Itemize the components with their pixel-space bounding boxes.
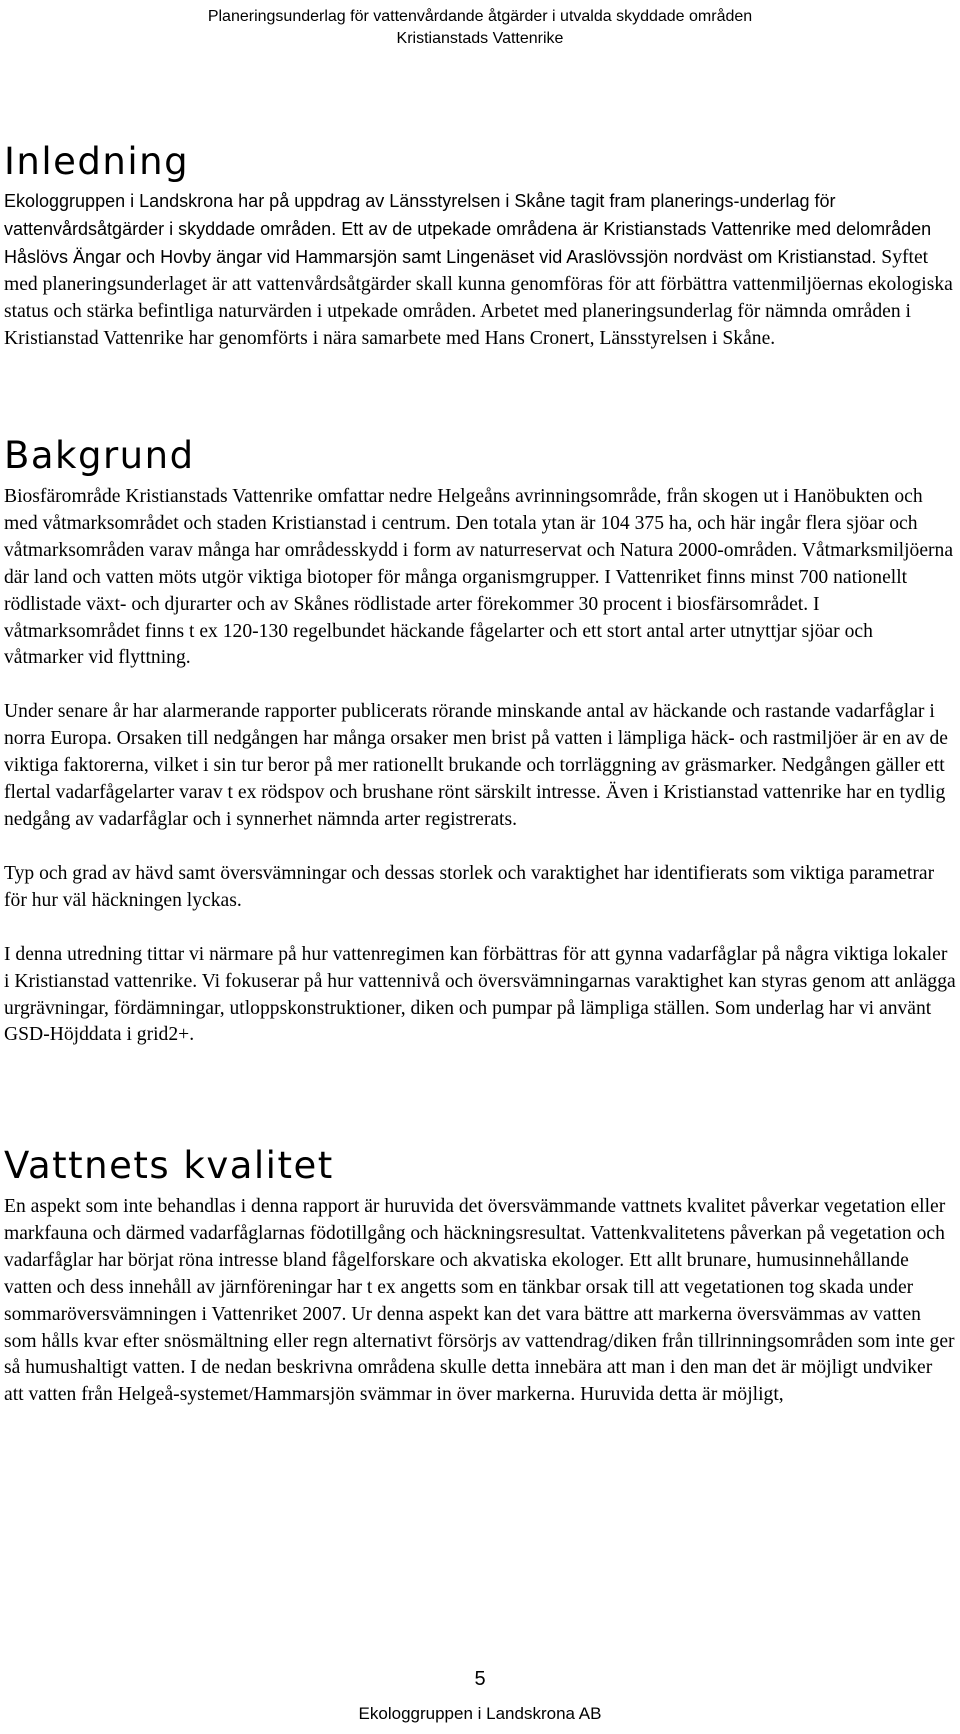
running-header: [0, 8, 960, 48]
paragraph-inledning: [4, 188, 956, 352]
section-bakgrund: [4, 434, 956, 1049]
heading-vattnets-kvalitet: Vattnets kvalitet: [4, 1144, 334, 1187]
section-inledning: [4, 140, 956, 352]
heading-inledning: Inledning: [4, 140, 190, 183]
paragraph-vattnets-kvalitet: En aspekt som inte behandlas i denna rapport är huruvida det översvämmande vattnets kvalitet påverkar vegetation eller markfauna och därmed vadarfåglarnas födotillgång och häckningsresultat. Vattenkvalitetens påverkan på vegetation och vadarfåglar har börjat röna intresse bland fågelforskare och akvatiska ekologer. Ett allt brunare, humusinnehållande vatten och dess innehåll av järnföreningar har t ex angetts som en tänkbar orsak till att vegetationen tog skada under sommaröversvämningen i Vattenriket 2007. Ur denna aspekt kan det vara bättre att markerna översvämmas av vatten som hålls kvar efter snösmältning eller regn alternativt försörjs av vattendrag/diken från tillrinningsområden som inte ger så humushaltigt vatten. I de nedan beskrivna områdena skulle detta innebära att man i den man det är möjligt undviker att vatten från Helgeå-systemet/Hammarsjön svämmar in över markerna. Huruvida detta är möjligt,: [4, 1196, 955, 1406]
paragraph-bakgrund-1: Biosfärområde Kristianstads Vattenrike omfattar nedre Helgeåns avrinningsområde, från skogen ut i Hanöbukten och med våtmarksområdet och staden Kristianstad i centrum. Den totala ytan är 104 375 ha, och här ingår flera sjöar och våtmarksområden varav många har områdesskydd i form av naturreservat och Natura 2000-områden. Våtmarksmiljöerna där land och vatten möts utgör viktiga biotoper för många organismgrupper. I Vattenriket finns minst 700 nationellt rödlistade växt- och djurarter och av Skånes rödlistade arter förekommer 30 procent i biosfärsområdet. I våtmarksområdet finns t ex 120-130 regelbundet häckande fågelarter och ett stort antal arter utnyttjar sjöar och våtmarker vid flyttning.: [4, 486, 954, 669]
paragraph-bakgrund-4: I denna utredning tittar vi närmare på hur vattenregimen kan förbättras för att gynna vadarfåglar på några viktiga lokaler i Kristianstad vattenrike. Vi fokuserar på hur vattennivå och översvämningarnas varaktighet kan styras genom att anlägga urgrävningar, fördämningar, utloppskonstruktioner, diken och pumpar på lämpliga ställen. Som underlag har vi använt GSD-Höjddata i grid2+.: [4, 943, 956, 1046]
paragraph-bakgrund-2: Under senare år har alarmerande rapporter publicerats rörande minskande antal av häckande och rastande vadarfåglar i norra Europa. Orsaken till nedgången har många orsaker men brist på vatten i lämpliga häck- och rastmiljöer är en av de viktiga faktorerna, vilket i sin tur beror på mer rationellt brukande och torrläggning av gräsmarker. Nedgången gäller ett flertal vadarfågelarter varav t ex rödspov och brushane rönt särskilt intresse. Även i Kristianstad vattenrike har en tydlig nedgång av vadarfåglar och i synnerhet nämnda arter registrerats.: [4, 701, 948, 830]
paragraph-inledning-serif: Syftet med planeringsunderlaget är att vattenvårdsåtgärder skall kunna genomföras för att förbättra vattenmiljöernas ekologiska status och stärka befintliga naturvärden i utpekade områden. Arbetet med planeringsunderlag för nämnda områden i Kristianstad Vattenrike har genomförts i nära samarbete med Hans Cronert, Länsstyrelsen i Skåne.: [4, 246, 953, 349]
page-number: 5: [474, 1668, 486, 1690]
header-document-title: Planeringsunderlag för vattenvårdande åtgärder i utvalda skyddade områden: [207, 8, 753, 25]
header-area-name: Kristianstads Vattenrike: [396, 30, 564, 47]
section-vattnets-kvalitet: [4, 1144, 956, 1409]
footer-company: Ekologgruppen i Landskrona AB: [358, 1704, 602, 1723]
paragraph-bakgrund-3: Typ och grad av hävd samt översvämningar och dessas storlek och varaktighet har identifierats som viktiga parametrar för hur väl häckningen lyckas.: [4, 862, 935, 911]
paragraph-inledning-sans: Ekologgruppen i Landskrona har på uppdrag av Länsstyrelsen i Skåne tagit fram planerings-underlag för vattenvårdsåtgärder i skyddade områden. Ett av de utpekade områdena är Kristianstads Vattenrike med delområden Håslövs Ängar och Hovby ängar vid Hammarsjön samt Lingenäset vid Araslövssjön nordväst om Kristianstad.: [4, 191, 932, 267]
heading-bakgrund: Bakgrund: [4, 434, 195, 477]
